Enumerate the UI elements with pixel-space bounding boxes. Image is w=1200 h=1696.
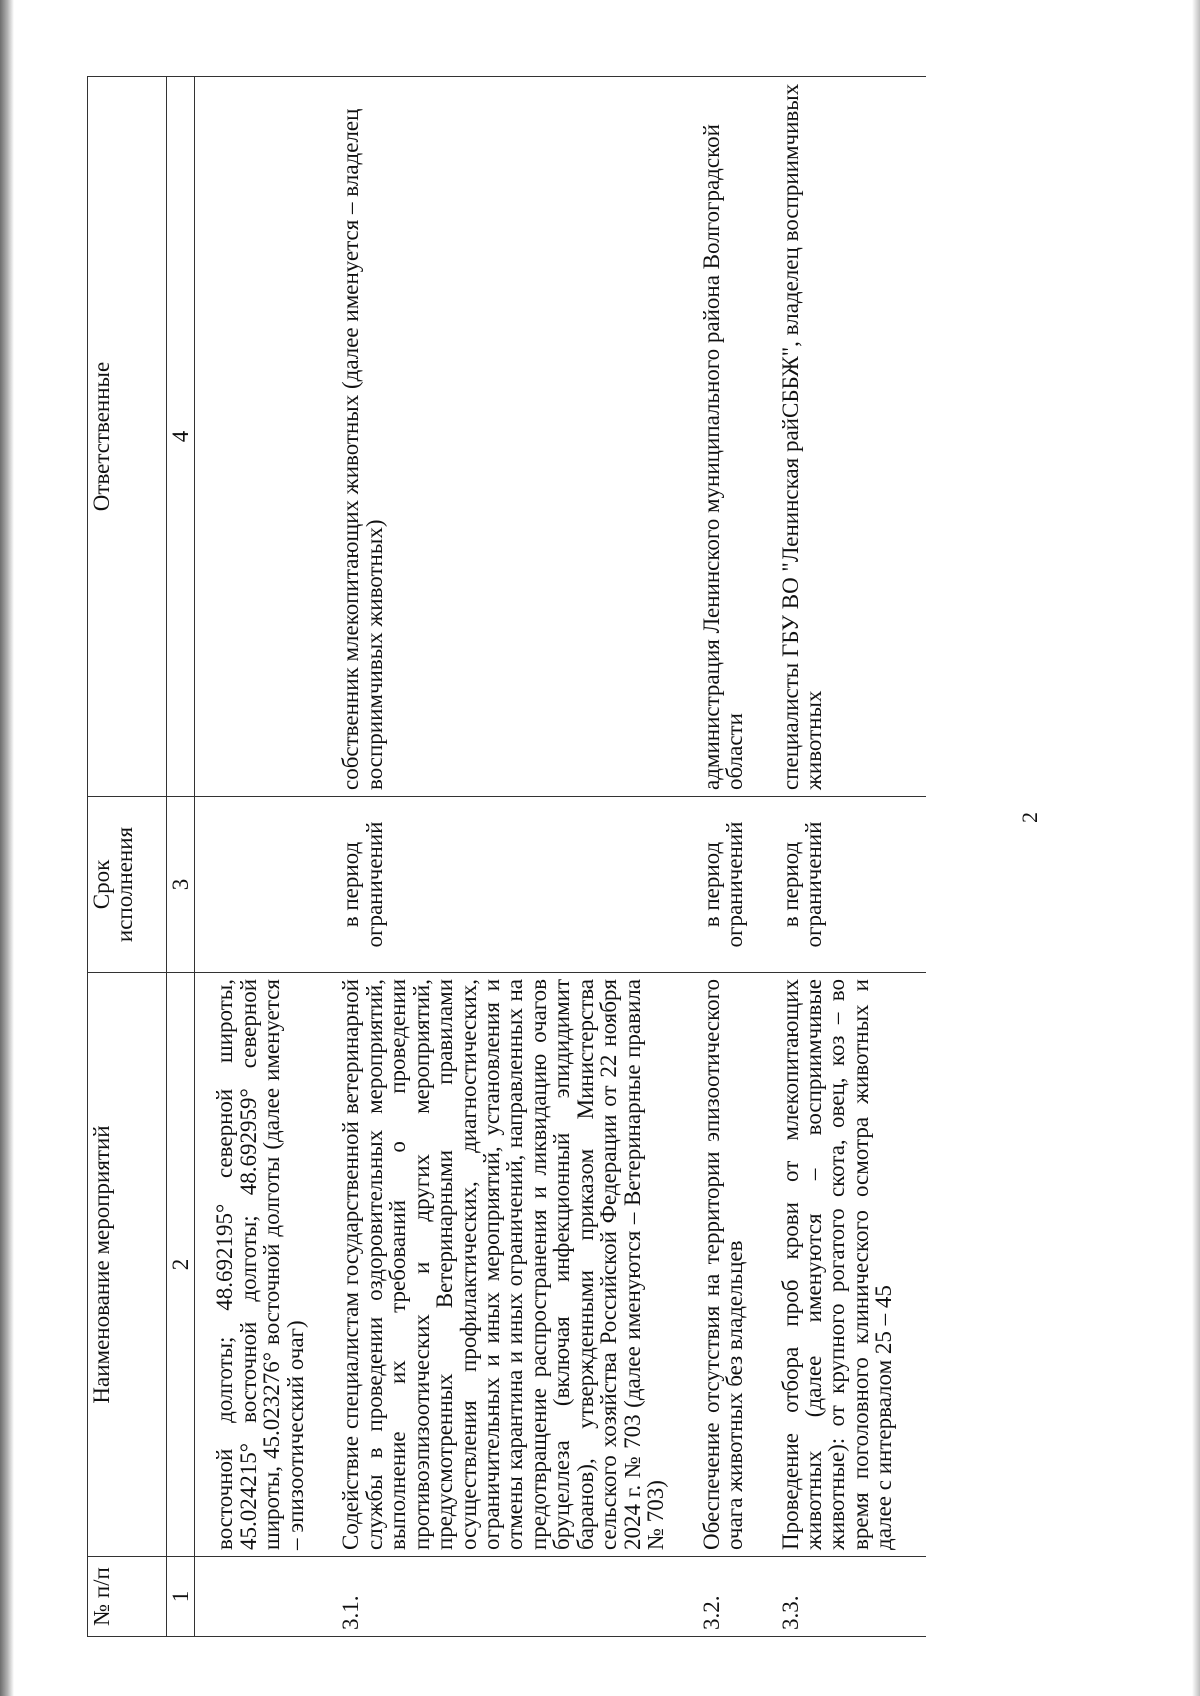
column-number-row: [167, 77, 195, 1637]
scan-shadow-left: [0, 0, 14, 1696]
scan-shadow-right: [1192, 0, 1200, 1696]
measure-term: в период ограничений: [698, 797, 777, 973]
measure-responsible: собственник млекопитающих животных (далее именуется – владелец восприимчивых животных): [337, 77, 697, 797]
row-number: 3.2.: [698, 1557, 777, 1637]
measure-responsible: специалисты ГБУ ВО "Ленинская райСББЖ", владелец восприимчивых животных: [777, 77, 926, 797]
measure-name: Проведение отбора проб крови от млекопитающих животных (далее именуются – восприимчивые животные): от крупного рогатого скота, овец, коз – во время поголовного клинического осмотра животных и далее с интервалом 25 – 45: [777, 973, 926, 1557]
column-number: 2: [167, 973, 195, 1557]
rotated-document-page: [89, 55, 1175, 1655]
column-number: 1: [167, 1557, 195, 1637]
table-row: [698, 77, 777, 1637]
continuation-text: восточной долготы; 48.692195° северной широты, 45.024215° восточной долготы; 48.692959° северной широты, 45.023276° восточной долготы (далее именуется – эпизоотический очаг): [195, 973, 337, 1557]
table-header-row: [88, 77, 167, 1637]
header-num: № п/п: [88, 1557, 167, 1637]
header-term: Срок исполнения: [88, 797, 167, 973]
measure-term: в период ограничений: [777, 797, 926, 973]
row-number: 3.3.: [777, 1557, 926, 1637]
header-name: Наименование мероприятий: [88, 973, 167, 1557]
column-number: 3: [167, 797, 195, 973]
table-row: [777, 77, 926, 1637]
table-row: [337, 77, 697, 1637]
measure-name: Обеспечение отсутствия на территории эпизоотического очага животных без владельцев: [698, 973, 777, 1557]
measure-term: в период ограничений: [337, 797, 697, 973]
table-row-continuation: [195, 77, 337, 1637]
measure-responsible: администрация Ленинского муниципального района Волгоградской области: [698, 77, 777, 797]
measure-name: Содействие специалистам государственной ветеринарной службы в проведении оздоровительных мероприятий, выполнение их требований о проведении противоэпизоотических и других мероприятий, предусмотренных Ветеринарными правилами осуществления профилактических, диагностических, ограничительных и иных мероприятий, установления и отмены карантина и иных ограничений, направленных на предотвращение распространения и ликвидацию очагов бруцеллеза (включая инфекционный эпидидимит баранов), утвержденными приказом Министерства сельского хозяйства Российской Федерации от 22 ноября 2024 г. № 703 (далее именуются – Ветеринарные правила № 703): [337, 973, 697, 1557]
page-number: 2: [1017, 812, 1042, 823]
measures-table: [87, 76, 926, 1637]
column-number: 4: [167, 77, 195, 797]
row-number: 3.1.: [337, 1557, 697, 1637]
header-responsible: Ответственные: [88, 77, 167, 797]
